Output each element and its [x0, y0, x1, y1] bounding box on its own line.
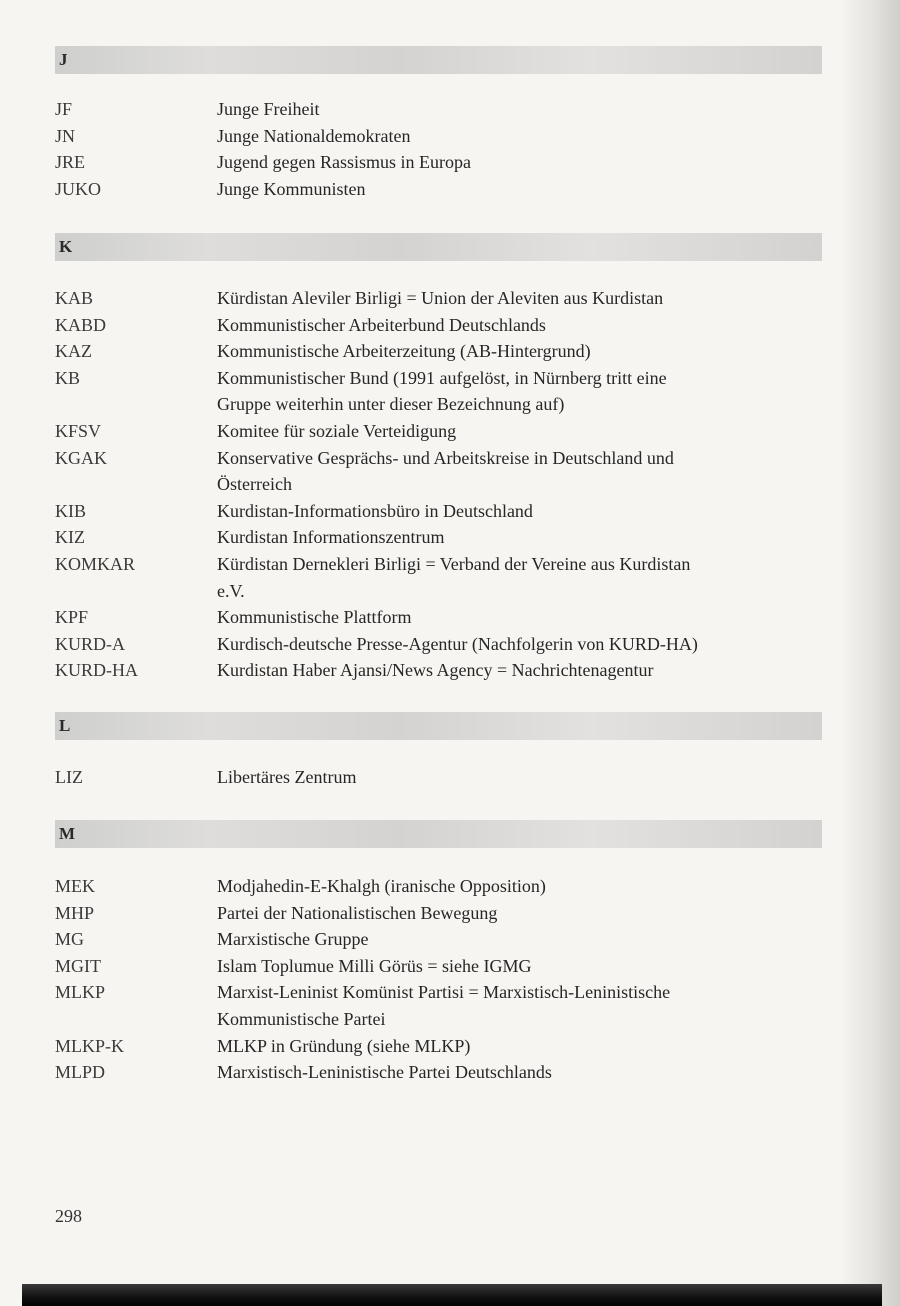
entry-description: Marxistisch-Leninistische Partei Deutschlands [217, 1062, 552, 1083]
glossary-entry [55, 979, 822, 1006]
entry-description: Jugend gegen Rassismus in Europa [217, 152, 471, 173]
section-letter: L [59, 716, 71, 735]
entry-abbreviation: KB [55, 367, 81, 388]
entry-description: Kurdisch-deutsche Presse-Agentur (Nachfolgerin von KURD-HA) [217, 633, 698, 654]
glossary-entry [55, 631, 822, 658]
page-edge-shadow [840, 0, 900, 1306]
entry-description: Komitee für soziale Verteidigung [217, 420, 457, 441]
entry-description: Junge Nationaldemokraten [217, 125, 411, 146]
entry-abbreviation: MHP [55, 902, 95, 923]
entry-abbreviation: MLKP [55, 982, 106, 1003]
glossary-entry [55, 764, 822, 791]
section-letter: K [59, 237, 73, 256]
entry-description: e.V. [217, 580, 245, 601]
entry-abbreviation: MLKP-K [55, 1035, 125, 1056]
entry-abbreviation: MEK [55, 876, 95, 896]
entry-abbreviation-empty [55, 578, 217, 605]
entry-description: Marxistische Gruppe [217, 929, 369, 950]
glossary-entry [55, 176, 822, 203]
section-entries-m [55, 873, 822, 1086]
section-header-j [55, 46, 822, 74]
glossary-entry [55, 657, 822, 684]
glossary-entry [55, 524, 822, 551]
entry-abbreviation: KAB [55, 288, 94, 308]
entry-abbreviation-empty [55, 391, 217, 418]
entry-description: Kurdistan-Informationsbüro in Deutschland [217, 500, 533, 521]
page-number: 298 [55, 1206, 82, 1226]
glossary-entry [55, 1033, 822, 1060]
entry-description: Gruppe weiterhin unter dieser Bezeichnung auf) [217, 394, 565, 415]
entry-abbreviation: KAZ [55, 341, 92, 362]
entry-abbreviation: LIZ [55, 767, 83, 787]
entry-abbreviation: KURD-HA [55, 660, 138, 681]
entry-abbreviation: MLPD [55, 1062, 106, 1083]
entry-description: Kürdistan Aleviler Birligi = Union der Aleviten aus Kurdistan [217, 288, 664, 308]
glossary-entry [55, 953, 822, 980]
entry-description: Libertäres Zentrum [217, 767, 357, 787]
entry-abbreviation: JF [55, 99, 73, 119]
glossary-entry-continuation [55, 578, 822, 605]
entry-abbreviation: KIB [55, 500, 86, 521]
section-letter: M [59, 824, 76, 843]
entry-description: Modjahedin-E-Khalgh (iranische Opposition) [217, 876, 546, 896]
entry-abbreviation: KABD [55, 314, 107, 335]
entry-abbreviation-empty [55, 1006, 217, 1033]
glossary-entry [55, 365, 822, 392]
entry-abbreviation: JUKO [55, 178, 102, 199]
entry-abbreviation: KURD-A [55, 633, 125, 654]
section-header-l [55, 712, 822, 740]
entry-abbreviation-empty [55, 471, 217, 498]
glossary-entry [55, 418, 822, 445]
page-bottom-shadow [22, 1284, 882, 1306]
entry-abbreviation: KOMKAR [55, 553, 136, 574]
glossary-entry [55, 1059, 822, 1086]
entry-description: Kommunistischer Arbeiterbund Deutschlands [217, 314, 546, 335]
entry-abbreviation: KIZ [55, 527, 85, 548]
glossary-entry [55, 96, 822, 123]
entry-abbreviation: KFSV [55, 420, 102, 441]
entry-description: Kommunistischer Bund (1991 aufgelöst, in Nürnberg tritt eine [217, 367, 667, 388]
entry-description: Marxist-Leninist Komünist Partisi = Marxistisch-Leninistische [217, 982, 671, 1003]
glossary-entry-continuation [55, 391, 822, 418]
section-letter: J [59, 50, 68, 69]
glossary-entry [55, 926, 822, 953]
entry-abbreviation: MGIT [55, 955, 101, 976]
section-header-k [55, 233, 822, 261]
glossary-entry [55, 285, 822, 312]
entry-description: Islam Toplumue Milli Görüs = siehe IGMG [217, 955, 532, 976]
glossary-entry [55, 900, 822, 927]
entry-description: Junge Kommunisten [217, 178, 366, 199]
entry-abbreviation: KGAK [55, 447, 107, 468]
entry-description: Österreich [217, 474, 292, 495]
glossary-entry [55, 873, 822, 900]
entry-description: MLKP in Gründung (siehe MLKP) [217, 1035, 471, 1056]
entry-abbreviation: JN [55, 125, 76, 146]
entry-description: Kommunistische Partei [217, 1008, 386, 1029]
glossary-entry [55, 149, 822, 176]
glossary-entry-continuation [55, 471, 822, 498]
section-header-m [55, 820, 822, 848]
entry-description: Kurdistan Haber Ajansi/News Agency = Nachrichtenagentur [217, 660, 654, 681]
entry-description: Kommunistische Plattform [217, 607, 412, 628]
entry-description: Partei der Nationalistischen Bewegung [217, 902, 498, 923]
entry-description: Konservative Gesprächs- und Arbeitskreise in Deutschland und [217, 447, 674, 468]
section-entries-l [55, 764, 822, 791]
entry-abbreviation: KPF [55, 607, 89, 628]
entry-description: Kommunistische Arbeiterzeitung (AB-Hintergrund) [217, 341, 591, 362]
glossary-entry-continuation [55, 1006, 822, 1033]
entry-description: Kürdistan Dernekleri Birligi = Verband der Vereine aus Kurdistan [217, 553, 691, 574]
entry-description: Junge Freiheit [217, 99, 320, 119]
entry-abbreviation: MG [55, 929, 85, 950]
section-entries-k [55, 285, 822, 684]
section-entries-j [55, 96, 822, 202]
glossary-entry [55, 551, 822, 578]
entry-description: Kurdistan Informationszentrum [217, 527, 445, 548]
glossary-entry [55, 604, 822, 631]
glossary-entry [55, 123, 822, 150]
glossary-entry [55, 338, 822, 365]
glossary-entry [55, 498, 822, 525]
glossary-entry [55, 312, 822, 339]
glossary-entry [55, 445, 822, 472]
entry-abbreviation: JRE [55, 152, 86, 173]
